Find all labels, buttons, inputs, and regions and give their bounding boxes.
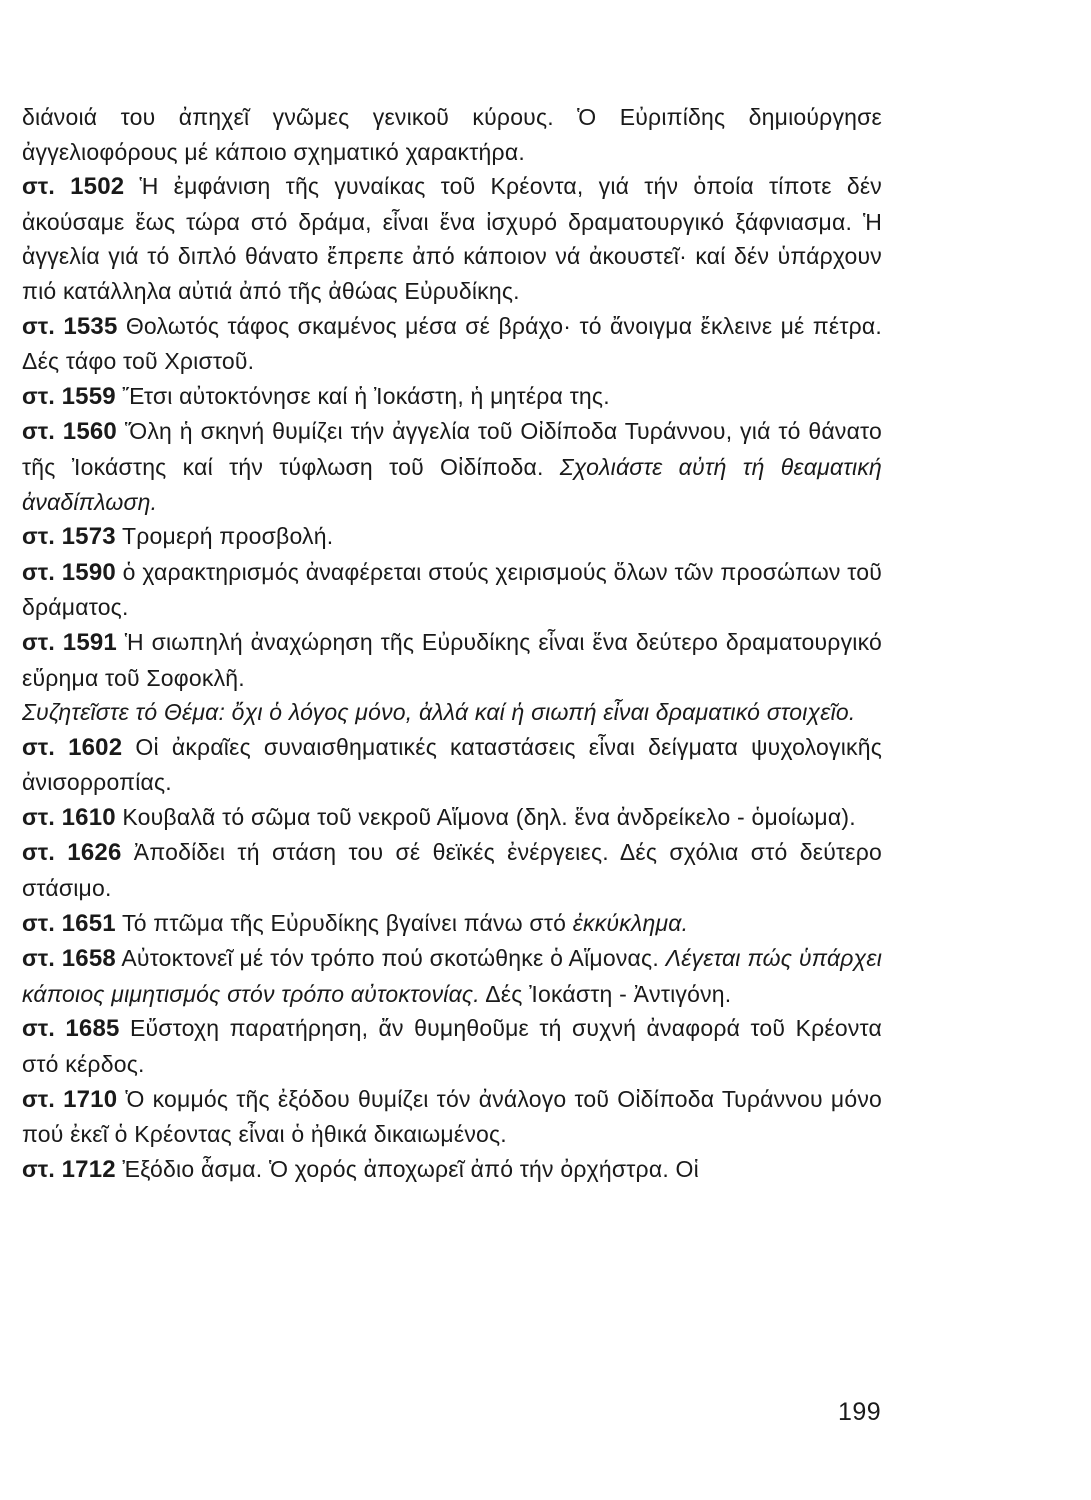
verse-number: 1560 [62,418,117,446]
verse-number: 1591 [62,628,117,656]
commentary-text [22,100,882,1187]
note-text: Ὅλη ἡ σκηνή θυμίζει τήν ἀγγελία τοῦ Οἰδίποδα Τυράννου, γιά τό θάνατο τῆς Ἰοκάστης καί τήν τύφλωση τοῦ Οἰδίποδα. [22,418,883,480]
note-1651 [22,906,882,942]
note-1626 [22,835,882,905]
note-text: Εὔστοχη παρατήρηση, ἄν θυμηθοῦμε τή συχνή ἀναφορά τοῦ Κρέοντα στό κέρδος. [22,1015,882,1078]
note-1559 [22,379,882,415]
verse-label: στ. [22,945,55,972]
verse-number: 1502 [70,173,125,201]
verse-number: 1535 [63,312,118,340]
note-1658 [22,941,882,1011]
verse-number: 1602 [68,733,123,761]
note-1590 [22,555,882,625]
note-italic-text: ἐκκύκλημα. [572,909,689,936]
verse-label: στ. [22,803,55,830]
verse-number: 1658 [61,945,116,973]
verse-label: στ. [22,312,55,339]
verse-label: στ. [22,173,55,200]
note-text: Θολωτός τάφος σκαμένος μέσα σέ βράχο· τό ἄνοιγμα ἔκλεινε μέ πέτρα. Δές τάφο τοῦ Χριστοῦ. [22,312,882,375]
note-1685 [22,1011,882,1081]
note-tail-text: Δές Ἰοκάστη - Ἀντιγόνη. [485,980,732,1007]
verse-label: στ. [22,909,55,936]
verse-number: 1651 [61,909,116,937]
note-1560 [22,414,882,519]
note-italic-text: Σχολιάστε αὐτή τή θεαματική ἀναδίπλωση. [22,453,882,515]
note-text: ὁ χαρακτηρισμός ἀναφέρεται στούς χειρισμούς ὅλων τῶν προσώπων τοῦ δράματος. [22,558,883,621]
verse-label: στ. [22,628,55,655]
note-1502 [22,169,882,308]
note-italic-text: Λέγεται πώς ὑπάρχει κάποιος μιμητισμός στόν τρόπο αὐτοκτονίας. [22,945,883,1007]
verse-label: στ. [22,523,55,550]
verse-label: στ. [22,558,55,585]
verse-number: 1573 [61,523,116,551]
verse-number: 1626 [67,839,122,867]
note-text: Οἱ ἀκραῖες συναισθηματικές καταστάσεις εἶναι δείγματα ψυχολογικῆς ἀνισορροπίας. [22,733,882,796]
note-text: Τό πτῶμα τῆς Εὐρυδίκης βγαίνει πάνω στό [121,909,567,936]
verse-label: στ. [22,1155,55,1182]
note-1602 [22,730,882,800]
intro-text: διάνοιά του ἀπηχεῖ γνῶμες γενικοῦ κύρους. Ὁ Εὐριπίδης δημιούργησε ἀγγελιοφόρους μέ κάποιο σχηματικό χαρακτήρα. [22,104,882,165]
discussion-text: Συζητεῖστε τό Θέμα: ὄχι ὁ λόγος μόνο, ἀλλά καί ἡ σιωπή εἶναι δραματικό στοιχεῖο. [22,699,856,726]
verse-label: στ. [22,733,55,760]
note-text: Αὐτοκτονεῖ μέ τόν τρόπο πού σκοτώθηκε ὁ Αἵμονας. [121,945,659,972]
intro-paragraph [22,100,882,169]
page-number: 199 [838,1398,882,1426]
note-text: Ἡ ἐμφάνιση τῆς γυναίκας τοῦ Κρέοντα, γιά τήν ὁποία τίποτε δέν ἀκούσαμε ἕως τώρα στό δράμα, εἶναι ἕνα ἰσχυρό δραματουργικό ξάφνιασμα. Ἡ ἀγγελία γιά τό διπλό θάνατο ἔπρεπε ἀπό κάποιον νά ἀκουστεῖ· καί δέν ὑπάρχουν πιό κατάλληλα αὐτιά ἀπό τῆς ἀθώας Εὐρυδίκης. [22,173,883,304]
verse-label: στ. [22,382,55,409]
note-1535 [22,309,882,379]
verse-label: στ. [22,418,55,445]
verse-number: 1712 [61,1155,116,1183]
note-1610 [22,800,882,836]
note-1710 [22,1082,882,1152]
verse-label: στ. [22,1085,55,1112]
verse-number: 1610 [61,803,116,831]
note-1712 [22,1152,882,1188]
note-1591 [22,625,882,695]
note-text: Κουβαλᾶ τό σῶμα τοῦ νεκροῦ Αἵμονα (δηλ. ἕνα ἀνδρείκελο - ὁμοίωμα). [122,803,856,830]
verse-number: 1559 [61,382,116,410]
verse-number: 1590 [61,558,116,586]
note-text: Ἐξόδιο ἆσμα. Ὁ χορός ἀποχωρεῖ ἀπό τήν ὀρχήστρα. Οἱ [122,1155,699,1182]
note-text: Ἡ σιωπηλή ἀναχώρηση τῆς Εὐρυδίκης εἶναι ἕνα δεύτερο δραματουργικό εὕρημα τοῦ Σοφοκλῆ. [22,628,883,691]
verse-label: στ. [22,839,55,866]
note-text: Τρομερή προσβολή. [121,523,334,550]
note-text: Ἔτσι αὐτοκτόνησε καί ἡ Ἰοκάστη, ἡ μητέρα της. [122,382,610,409]
note-text: Ὁ κομμός τῆς ἐξόδου θυμίζει τόν ἀνάλογο τοῦ Οἰδίποδα Τυράννου μόνο πού ἐκεῖ ὁ Κρέοντας εἶναι ὁ ἠθικά δικαιωμένος. [22,1085,883,1148]
verse-number: 1685 [65,1015,120,1043]
note-text: Ἀποδίδει τή στάση του σέ θεϊκές ἐνέργειες. Δές σχόλια στό δεύτερο στάσιμο. [22,839,883,902]
note-1573 [22,519,882,555]
verse-label: στ. [22,1015,55,1042]
verse-number: 1710 [63,1085,118,1113]
discussion-prompt [22,695,882,730]
